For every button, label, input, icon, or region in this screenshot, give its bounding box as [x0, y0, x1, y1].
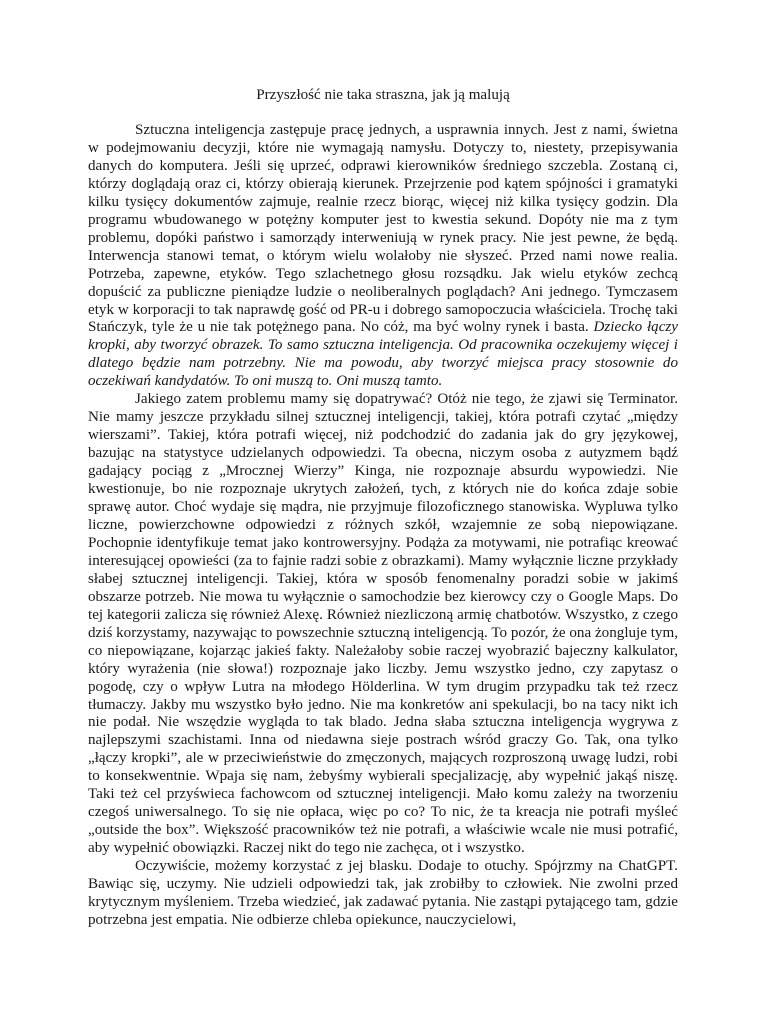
- paragraph-3: Oczywiście, możemy korzystać z jej blasku. Dodaje to otuchy. Spójrzmy na ChatGPT. Bawiąc się, uczymy. Nie udzieli odpowiedzi tak, jak zrobiłby to człowiek. Nie zwolni przed krytycznym myśleniem. Trzeba wiedzieć, jak zadawać pytania. Nie zastąpi pytającego tam, gdzie potrzebna jest empatia. Nie odbierze chleba opiekunce, nauczycielowi,: [88, 858, 678, 928]
- paragraph-1-text: Sztuczna inteligencja zastępuje pracę jednych, a usprawnia innych. Jest z nami, świetna w podejmowaniu decyzji, które nie wymagają namysłu. Dotyczy to, niestety, przepisywania danych do komputera. Jeśli się uprzeć, odprawi kierowników średniego szczebla. Zostaną ci, którzy doglądają oraz ci, którzy obierają kierunek. Przejrzenie pod kątem spójności i gramatyki kilku tysięcy dokumentów zajmuje, realnie rzecz biorąc, więcej niż kilka tysięcy godzin. Dla programu wbudowanego w potężny komputer jest to kwestia sekund. Dopóty nie ma z tym problemu, dopóki państwo i samorządy interweniują w rynek pracy. Nie jest pewne, że będą. Interwencja stanowi temat, o którym wielu wolałoby nie słyszeć. Przed nami nowe realia. Potrzeba, zapewne, etyków. Tego szlachetnego głosu rozsądku. Jak wielu etyków zechcą dopuścić za publiczne pieniądze ludzie o neoliberalnych poglądach? Ani jednego. Tymczasem etyk w korporacji to tak naprawdę gość od PR-u i dobrego samopoczucia właściciela. Trochę taki Stańczyk, tyle że u nie tak potężnego pana. No cóż, ma być wolny rynek i basta.: [88, 122, 678, 336]
- paragraph-2: Jakiego zatem problemu mamy się dopatrywać? Otóż nie tego, że zjawi się Terminator. Nie mamy jeszcze przykładu silnej sztucznej inteligencji, takiej, która potrafi czytać „między wierszami”. Takiej, która potrafi więcej, niż podchodzić do zadania jak do gry językowej, bazując na statystyce udzielanych odpowiedzi. Ta obecna, niczym osoba z autyzmem bądź gadający pociąg z „Mrocznej Wierzy” Kinga, nie rozpoznaje absurdu wypowiedzi. Nie kwestionuje, bo nie rozpoznaje ukrytych założeń, tych, z których nie do końca zdaje sobie sprawę autor. Choć wydaje się mądra, nie przyjmuje filozoficznego stanowiska. Wypluwa tylko liczne, powierzchowne odpowiedzi z różnych szkół, wzajemnie ze sobą niepowiązane. Pochopnie identyfikuje temat jako kontrowersyjny. Podąża za motywami, nie potrafiąc kreować interesującej opowieści (za to fajnie radzi sobie z obrazkami). Mamy wyłącznie liczne przykłady słabej sztucznej inteligencji. Takiej, która w sposób fenomenalny poradzi sobie w jakimś obszarze potrzeb. Nie mowa tu wyłącznie o samochodzie bez kierowcy czy o Google Maps. Do tej kategorii zalicza się również Alexę. Również niezliczoną armię chatbotów. Wszystko, z czego dziś korzystamy, nazywając to powszechnie sztuczną inteligencją. To pozór, że ona żongluje tym, co niepowiązane, kojarząc jakieś fakty. Należałoby sobie raczej wyobrazić bajeczny kalkulator, który wyrażenia (nie słowa!) rozpoznaje jako liczby. Jemu wszystko jedno, czy zapytasz o pogodę, czy o wpływ Lutra na młodego Hölderlina. W tym drugim przypadku tak też rzecz tłumaczy. Jakby mu wszystko było jedno. Nie ma konkretów ani spekulacji, bo na tacy nikt ich nie podał. Nie wszędzie wygląda to tak blado. Jedna słaba sztuczna inteligencja wygrywa z najlepszymi szachistami. Inna od niedawna sieje postrach wśród graczy Go. Tak, ona tylko „łączy kropki”, ale w przeciwieństwie do zmęczonych, mających rozproszoną uwagę ludzi, robi to konsekwentnie. Wpaja się nam, żebyśmy wybierali specjalizację, aby wypełnić jakąś niszę. Taki też cel przyświeca fachowcom od sztucznej inteligencji. Mało komu zależy na tworzeniu czegoś uniwersalnego. To się nie opłaca, więc po co? To nic, że ta kreacja nie potrafi myśleć „outside the box”. Większość pracowników też nie potrafi, a właściwie wcale nie musi potrafić, aby wypełnić obowiązki. Raczej nikt do tego nie zachęca, ot i wszystko.: [88, 391, 678, 857]
- paragraph-1: [88, 122, 678, 391]
- document-title: Przyszłość nie taka straszna, jak ją malują: [256, 87, 510, 103]
- paragraph-1-italic-text: Dziecko łączy kropki, aby tworzyć obrazek. To samo sztuczna inteligencja. Od pracownika oczekujemy więcej i dlatego będzie nam potrzebny. Nie ma powodu, aby tworzyć miejsca pracy stosownie do oczekiwań kandydatów. To oni muszą to. Oni muszą tamto.: [88, 319, 678, 390]
